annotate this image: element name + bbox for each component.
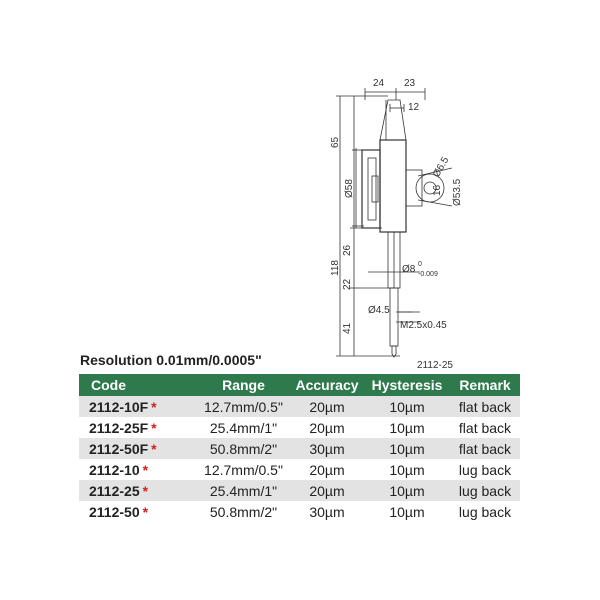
star-marker: *	[142, 503, 149, 520]
cell-remark: lug back	[450, 480, 520, 501]
spec-table	[79, 374, 520, 522]
star-marker: *	[151, 398, 157, 415]
cell-remark: lug back	[450, 459, 520, 480]
dim-thread: M2.5x0.45	[400, 320, 447, 331]
dim-24: 24	[373, 78, 385, 89]
dim-8-tol-lower: -0.009	[418, 271, 438, 278]
table-row	[79, 396, 520, 417]
cell-remark: flat back	[450, 417, 520, 438]
table-header-row	[79, 374, 520, 396]
dim-16: 16	[432, 184, 443, 196]
cell-code: 2112-10F *	[79, 396, 197, 417]
dim-41: 41	[342, 322, 353, 334]
star-marker: *	[142, 461, 149, 478]
header-code: Code	[79, 374, 197, 396]
dim-4-5: Ø4.5	[368, 305, 390, 316]
dim-12: 12	[408, 102, 420, 113]
header-range: Range	[197, 374, 290, 396]
star-marker: *	[142, 482, 149, 499]
star-marker: *	[151, 419, 157, 436]
figure-code: 2112-25	[417, 360, 453, 370]
cell-hysteresis: 10µm	[364, 396, 450, 417]
table-row	[79, 417, 520, 438]
cell-hysteresis: 10µm	[364, 438, 450, 459]
cell-range: 25.4mm/1"	[197, 480, 290, 501]
cell-accuracy: 20µm	[290, 459, 364, 480]
dim-23: 23	[404, 78, 416, 89]
cell-code: 2112-25F *	[79, 417, 197, 438]
dim-6-5: Ø6.5	[431, 155, 452, 180]
cell-accuracy: 30µm	[290, 438, 364, 459]
cell-hysteresis: 10µm	[364, 501, 450, 522]
dim-8: Ø8	[402, 264, 416, 275]
dim-118: 118	[330, 260, 341, 276]
dim-26: 26	[342, 244, 353, 256]
dim-8-tol-upper: 0	[418, 261, 422, 268]
cell-remark: flat back	[450, 396, 520, 417]
star-marker: *	[151, 440, 157, 457]
dim-58: Ø58	[344, 179, 355, 198]
cell-hysteresis: 10µm	[364, 417, 450, 438]
cell-hysteresis: 10µm	[364, 459, 450, 480]
cell-code: 2112-50 *	[79, 501, 197, 522]
cell-range: 12.7mm/0.5"	[197, 459, 290, 480]
cell-accuracy: 20µm	[290, 417, 364, 438]
cell-accuracy: 20µm	[290, 396, 364, 417]
table-row	[79, 438, 520, 459]
cell-code: 2112-50F *	[79, 438, 197, 459]
cell-accuracy: 20µm	[290, 480, 364, 501]
dim-65: 65	[330, 136, 341, 148]
cell-range: 50.8mm/2"	[197, 438, 290, 459]
cell-range: 25.4mm/1"	[197, 417, 290, 438]
cell-code: 2112-25 *	[79, 480, 197, 501]
header-accuracy: Accuracy	[290, 374, 364, 396]
header-hysteresis: Hysteresis	[364, 374, 450, 396]
resolution-label: Resolution 0.01mm/0.0005"	[80, 352, 262, 368]
dim-22: 22	[342, 278, 353, 290]
table-row	[79, 501, 520, 522]
cell-range: 50.8mm/2"	[197, 501, 290, 522]
cell-remark: flat back	[450, 438, 520, 459]
table-row	[79, 480, 520, 501]
header-remark: Remark	[450, 374, 520, 396]
table-row	[79, 459, 520, 480]
cell-remark: lug back	[450, 501, 520, 522]
cell-code: 2112-10 *	[79, 459, 197, 480]
cell-accuracy: 30µm	[290, 501, 364, 522]
cell-hysteresis: 10µm	[364, 480, 450, 501]
cell-range: 12.7mm/0.5"	[197, 396, 290, 417]
dim-53-5: Ø53.5	[452, 178, 463, 206]
